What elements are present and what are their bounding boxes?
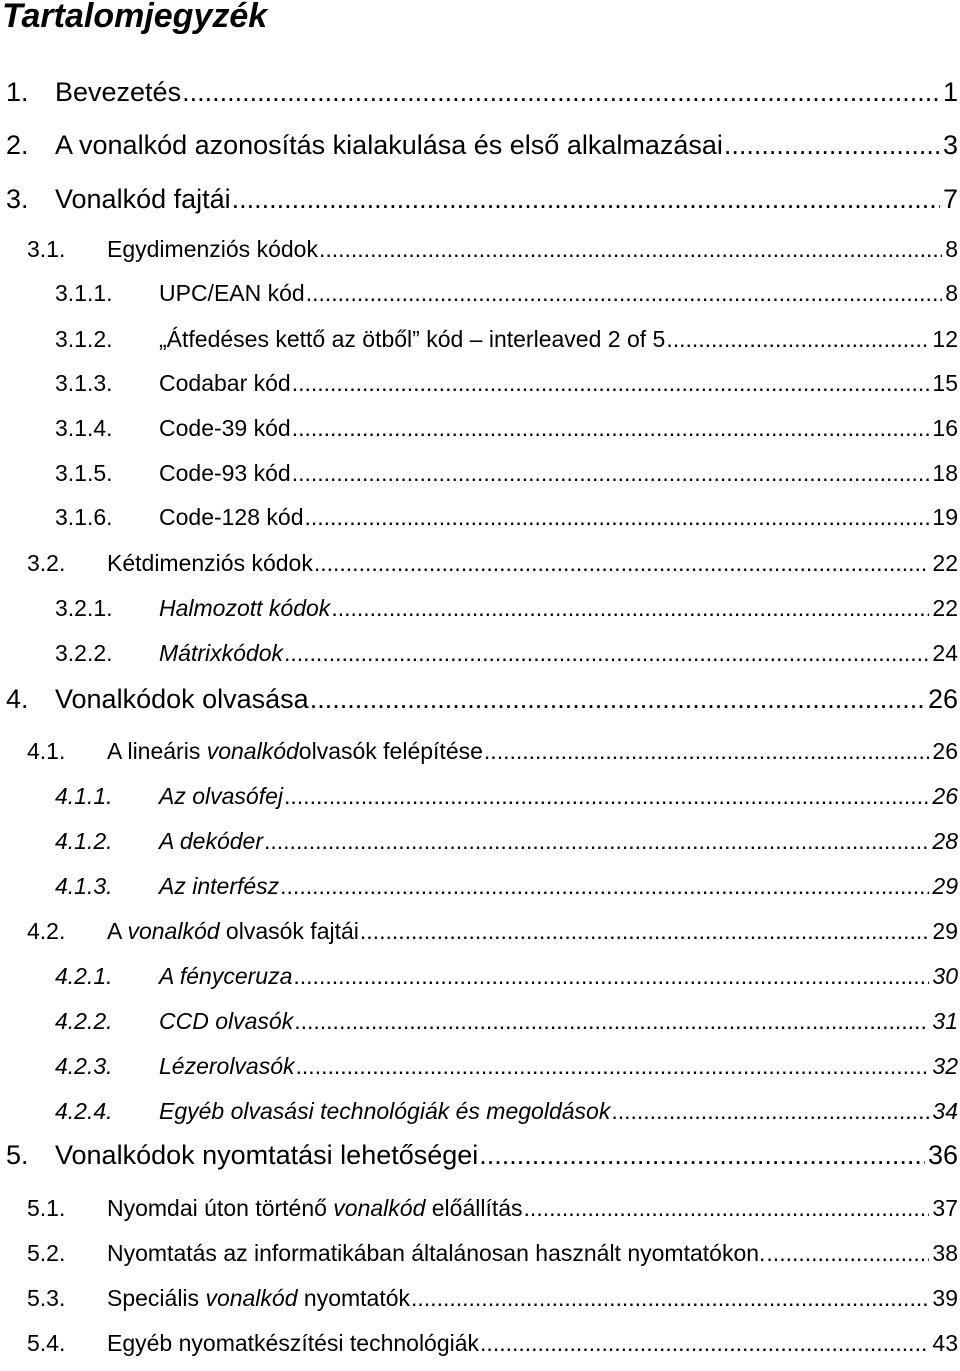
toc-entry-number: 3.1.1. [55, 279, 113, 306]
toc-entry-title-part: vonalkód [127, 917, 220, 944]
toc-entry-title [107, 1195, 523, 1222]
toc-entry[interactable] [55, 504, 958, 531]
toc-entry-title [159, 595, 330, 622]
toc-entry-title-part: Bevezetés [55, 76, 182, 107]
toc-entry-title [159, 828, 263, 855]
toc-entry-title [159, 640, 283, 667]
toc-entry-page-number: 31 [932, 1007, 958, 1034]
toc-entry-page-number: 32 [932, 1052, 958, 1079]
toc-leader-dots [232, 184, 940, 215]
toc-entry-number: 1. [6, 76, 29, 107]
toc-entry-title-part: Halmozott kódok [159, 594, 331, 621]
toc-entry-title-part: vonalkód [205, 1284, 298, 1311]
toc-entry-page-number: 22 [932, 594, 958, 621]
toc-leader-dots [294, 1008, 929, 1035]
toc-leader-dots [306, 280, 942, 307]
toc-entry-number: 4.1.1. [55, 782, 113, 809]
toc-entry-title [159, 1098, 610, 1125]
toc-leader-dots [280, 873, 929, 900]
toc-leader-dots [331, 595, 929, 622]
toc-entry-title [159, 1053, 295, 1080]
toc-entry-number: 3.1.6. [55, 503, 113, 530]
toc-entry-title-part: Vonalkódok nyomtatási lehetőségei [55, 1139, 479, 1170]
toc-entry-page-number: 29 [932, 917, 958, 944]
toc-entry-page-number: 3 [942, 129, 958, 160]
toc-entry-number: 4.2.4. [55, 1097, 113, 1124]
toc-entry-page-number: 39 [932, 1284, 958, 1311]
toc-leader-dots [292, 370, 930, 397]
toc-entry[interactable] [55, 370, 958, 397]
toc-leader-dots [484, 738, 929, 765]
page-title: Tartalomjegyzék [2, 0, 268, 35]
toc-entry[interactable] [6, 184, 958, 215]
toc-entry-page-number: 16 [932, 414, 958, 441]
toc-entry[interactable] [27, 236, 958, 263]
toc-entry-title-part: előállítás [425, 1194, 523, 1221]
toc-leader-dots [284, 640, 929, 667]
toc-leader-dots [319, 236, 942, 263]
toc-entry-title [55, 684, 309, 715]
toc-entry-title-part: vonalkód [206, 737, 299, 764]
toc-entry-title-part: Egyéb olvasási technológiák és megoldások [159, 1097, 611, 1124]
toc-leader-dots [314, 550, 930, 577]
toc-entry-title-part: Vonalkódok olvasása [55, 683, 309, 714]
toc-entry[interactable] [55, 595, 958, 622]
toc-entry[interactable] [55, 1008, 958, 1035]
toc-entry-title [159, 326, 665, 353]
toc-entry-title-part: Nyomdai úton történő [107, 1194, 334, 1221]
toc-entry-number: 5.3. [27, 1284, 66, 1311]
toc-entry-page-number: 8 [945, 279, 958, 306]
toc-entry-number: 3.1.5. [55, 459, 113, 486]
toc-entry-number: 5.2. [27, 1239, 66, 1266]
toc-entry-title-part: Code-93 kód [159, 459, 291, 486]
toc-entry-title-part: Az olvasófej [159, 782, 284, 809]
toc-entry-page-number: 1 [942, 76, 958, 107]
toc-entry-number: 4.2.3. [55, 1052, 113, 1079]
toc-entry-title-part: Egydimenziós kódok [107, 235, 318, 262]
toc-entry[interactable] [6, 1140, 958, 1171]
toc-entry-title-part: vonalkód [333, 1194, 426, 1221]
toc-entry-number: 3.1.4. [55, 414, 113, 441]
toc-entry-title-part: A [107, 917, 128, 944]
toc-entry-page-number: 24 [932, 639, 958, 666]
toc-entry-title [55, 130, 723, 161]
toc-entry-page-number: 8 [945, 235, 958, 262]
toc-entry-number: 3.2.1. [55, 594, 113, 621]
toc-entry-title [159, 963, 292, 990]
toc-leader-dots [524, 1195, 930, 1222]
toc-entry-number: 4.2.1. [55, 962, 113, 989]
toc-entry-title-part: „Átfedéses kettő az ötből” kód – interleaved 2 of 5 [159, 325, 666, 352]
toc-entry-title-part: UPC/EAN kód [159, 279, 305, 306]
toc-leader-dots [182, 77, 940, 108]
toc-entry-title-part: Nyomtatás az informatikában általánosan használt nyomtatókon. [107, 1239, 766, 1266]
toc-leader-dots [310, 684, 925, 715]
toc-entry-title [107, 1285, 410, 1312]
toc-entry[interactable] [55, 326, 958, 353]
toc-entry-title-part: Egyéb nyomatkészítési technológiák [107, 1329, 480, 1356]
toc-leader-dots [766, 1240, 929, 1267]
toc-entry-number: 4.1. [27, 737, 66, 764]
toc-entry-page-number: 30 [932, 962, 958, 989]
toc-entry-number: 4. [6, 683, 29, 714]
toc-entry[interactable] [6, 684, 958, 715]
toc-entry-title-part: A vonalkód azonosítás kialakulása és első alkalmazásai [55, 129, 723, 160]
toc-entry-number: 4.1.2. [55, 827, 113, 854]
toc-entry-page-number: 43 [932, 1329, 958, 1356]
toc-entry-title-part: A lineáris [107, 737, 207, 764]
toc-entry[interactable] [55, 828, 958, 855]
toc-entry-title [55, 184, 231, 215]
toc-entry-page-number: 29 [932, 872, 958, 899]
toc-entry[interactable] [55, 460, 958, 487]
toc-entry-number: 4.1.3. [55, 872, 113, 899]
toc-leader-dots [611, 1098, 929, 1125]
toc-entry-title-part: Vonalkód fajtái [55, 183, 231, 214]
toc-entry-title [107, 236, 318, 263]
toc-entry-title-part: CCD olvasók [159, 1007, 294, 1034]
toc-entry-page-number: 37 [932, 1194, 958, 1221]
toc-leader-dots [292, 460, 930, 487]
toc-entry-title [107, 738, 483, 765]
toc-leader-dots [284, 783, 929, 810]
toc-entry-page-number: 38 [932, 1239, 958, 1266]
toc-entry-number: 3. [6, 183, 29, 214]
toc-entry-title-part: Lézerolvasók [159, 1052, 295, 1079]
toc-entry-title-part: nyomtatók [297, 1284, 411, 1311]
toc-entry-page-number: 12 [932, 325, 958, 352]
toc-entry-page-number: 28 [932, 827, 958, 854]
toc-entry[interactable] [55, 1053, 958, 1080]
toc-leader-dots [411, 1285, 929, 1312]
toc-entry-title-part: olvasók felépítése [298, 737, 483, 764]
toc-entry[interactable] [6, 77, 958, 108]
toc-entry-page-number: 22 [932, 549, 958, 576]
toc-entry[interactable] [55, 783, 958, 810]
toc-leader-dots [305, 504, 930, 531]
toc-entry[interactable] [27, 1285, 958, 1312]
toc-entry[interactable] [27, 738, 958, 765]
toc-leader-dots [360, 918, 930, 945]
toc-entry-page-number: 26 [932, 737, 958, 764]
toc-entry-title-part: A dekóder [159, 827, 263, 854]
toc-entry-title [55, 77, 181, 108]
toc-entry-title-part: Mátrixkódok [159, 639, 283, 666]
toc-entry-title [159, 460, 291, 487]
toc-entry[interactable] [27, 918, 958, 945]
toc-entry[interactable] [55, 1098, 958, 1125]
toc-entry-page-number: 26 [932, 782, 958, 809]
toc-leader-dots [293, 963, 929, 990]
toc-entry[interactable] [55, 873, 958, 900]
toc-entry-title [159, 504, 304, 531]
toc-entry-title-part: Codabar kód [159, 369, 291, 396]
toc-entry-number: 5.4. [27, 1329, 66, 1356]
toc-entry-title-part: Kétdimenziós kódok [107, 549, 313, 576]
toc-entry-title-part: Az interfész [159, 872, 280, 899]
toc-entry-number: 4.2. [27, 917, 66, 944]
toc-entry-number: 3.1. [27, 235, 66, 262]
toc-entry-title [159, 370, 291, 397]
toc-entry-number: 3.2. [27, 549, 66, 576]
toc-entry[interactable] [55, 280, 958, 307]
toc-entry-title-part: A fényceruza [159, 962, 293, 989]
toc-entry[interactable] [27, 550, 958, 577]
toc-entry-number: 4.2.2. [55, 1007, 113, 1034]
toc-entry-title [55, 1140, 478, 1171]
toc-entry-page-number: 18 [932, 459, 958, 486]
toc-entry-page-number: 36 [927, 1139, 958, 1170]
toc-entry-title-part: Speciális [107, 1284, 206, 1311]
toc-entry[interactable] [27, 1330, 958, 1357]
toc-entry[interactable] [6, 130, 958, 161]
toc-entry-title-part: Code-128 kód [159, 503, 304, 530]
toc-entry-page-number: 7 [942, 183, 958, 214]
toc-entry-page-number: 34 [932, 1097, 958, 1124]
toc-entry[interactable] [55, 415, 958, 442]
toc-entry-title [159, 1008, 293, 1035]
toc-entry-page-number: 26 [927, 683, 958, 714]
toc-entry-number: 5.1. [27, 1194, 66, 1221]
toc-entry-number: 5. [6, 1139, 29, 1170]
toc-entry-title [159, 783, 283, 810]
toc-entry-title-part: olvasók fajtái [219, 917, 359, 944]
toc-entry-title [107, 550, 313, 577]
toc-entry-page-number: 15 [932, 369, 958, 396]
toc-leader-dots [292, 415, 930, 442]
toc-entry[interactable] [55, 963, 958, 990]
toc-entry-title [159, 415, 291, 442]
toc-entry-title-part: Code-39 kód [159, 414, 291, 441]
toc-leader-dots [724, 130, 940, 161]
toc-entry[interactable] [55, 640, 958, 667]
toc-leader-dots [479, 1140, 925, 1171]
toc-entry-number: 3.1.3. [55, 369, 113, 396]
toc-entry-title [107, 1240, 765, 1267]
toc-entry-title [107, 918, 359, 945]
toc-entry-title [159, 873, 279, 900]
toc-leader-dots [264, 828, 929, 855]
toc-entry-number: 3.1.2. [55, 325, 113, 352]
toc-entry-title [159, 280, 305, 307]
toc-entry[interactable] [27, 1195, 958, 1222]
toc-leader-dots [296, 1053, 930, 1080]
toc-entry-number: 2. [6, 129, 29, 160]
toc-leader-dots [666, 326, 929, 353]
toc-entry-number: 3.2.2. [55, 639, 113, 666]
toc-entry[interactable] [27, 1240, 958, 1267]
toc-entry-page-number: 19 [932, 503, 958, 530]
toc-entry-title [107, 1330, 479, 1357]
toc-leader-dots [480, 1330, 929, 1357]
